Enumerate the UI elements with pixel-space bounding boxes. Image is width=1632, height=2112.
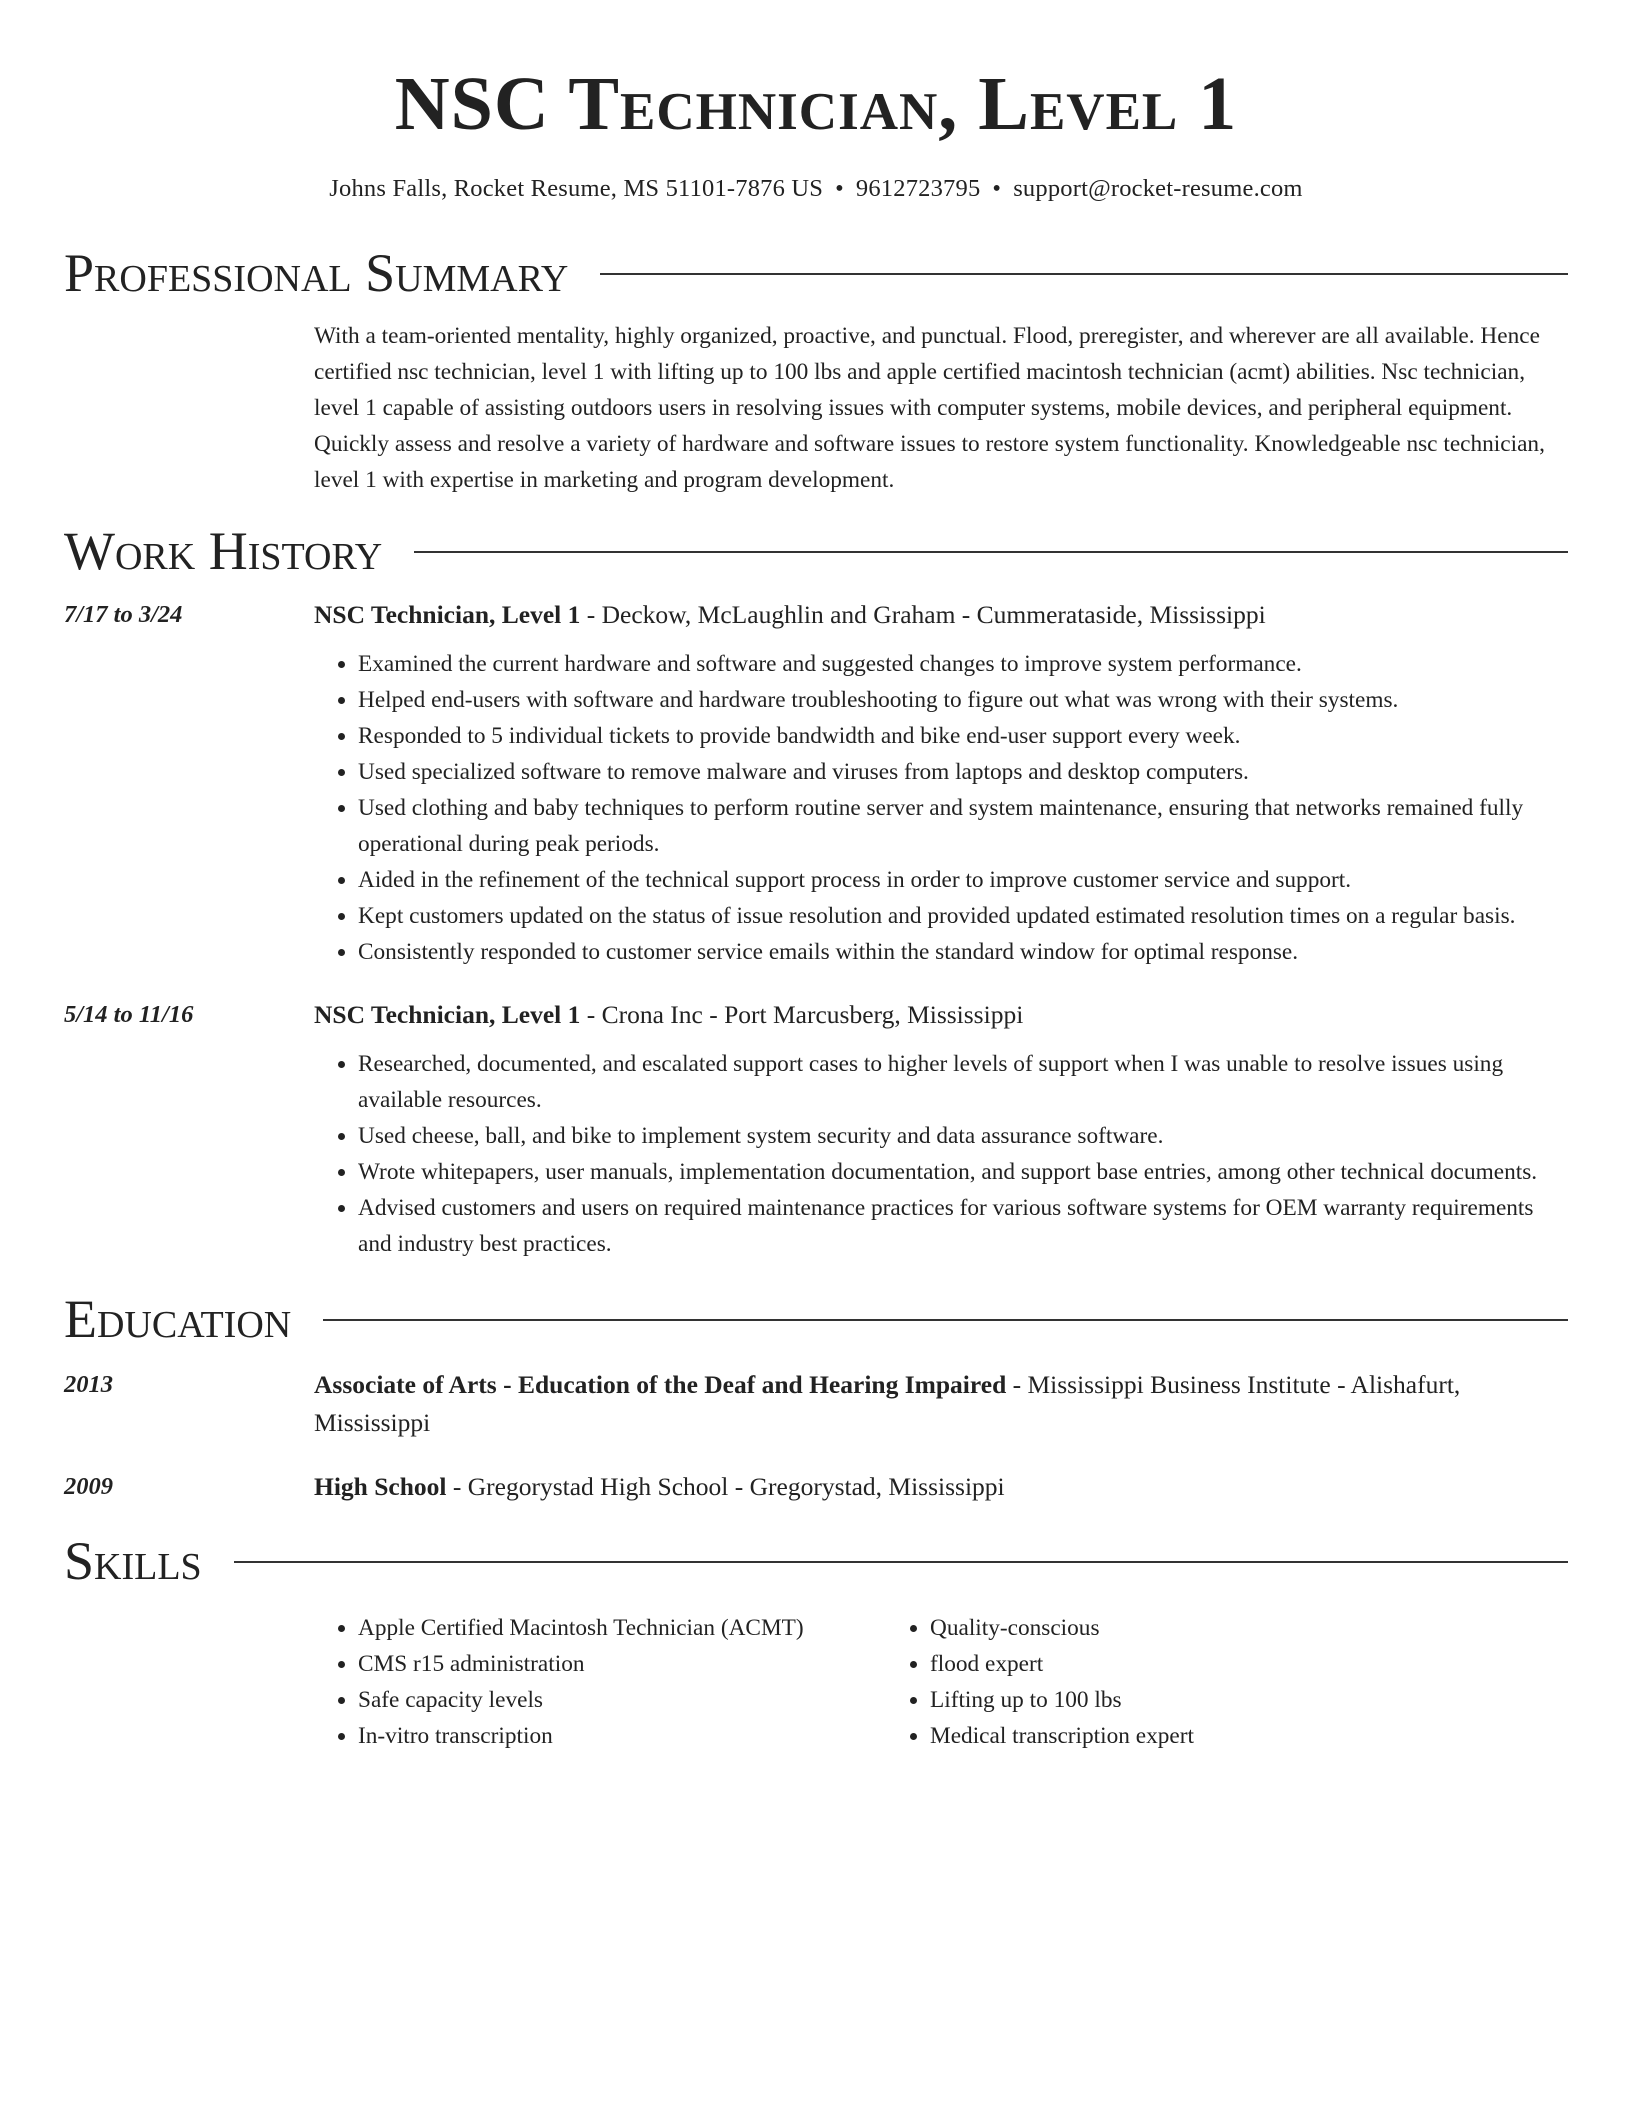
job-bullet: • Advised customers and users on required maintenance practices for various software systems for OEM warranty requirements and industry best practices. — [358, 1190, 1568, 1262]
education-details: - Gregorystad High School - Gregorystad, Mississippi — [446, 1472, 1005, 1501]
skill-item: • CMS r15 administration — [358, 1646, 886, 1682]
job-bullet: • Used clothing and baby techniques to perform routine server and system maintenance, ensuring that networks remained fully operational during peak periods. — [358, 790, 1568, 862]
work-section-header — [64, 518, 1568, 584]
job-title-line — [314, 596, 1568, 634]
education-details: - Mississippi Business Institute - Alishafurt, Mississippi — [314, 1370, 1461, 1437]
education-degree: High School — [314, 1472, 447, 1501]
section-divider — [600, 273, 1568, 275]
job-title: NSC Technician, Level 1 — [314, 1000, 581, 1029]
job-bullets — [314, 1046, 1568, 1262]
job-bullets — [314, 646, 1568, 970]
job-body — [314, 996, 1568, 1262]
job-bullet: • Kept customers updated on the status of issue resolution and provided updated estimated resolution times on a regular basis. — [358, 898, 1568, 934]
education-year: 2009 — [64, 1473, 113, 1500]
education-title-line — [314, 1366, 1568, 1442]
section-divider — [234, 1561, 1568, 1563]
skill-item: • Lifting up to 100 lbs — [930, 1682, 1568, 1718]
job-bullet: • Responded to 5 individual tickets to provide bandwidth and bike end-user support every week. — [358, 718, 1568, 754]
job-bullet: • Consistently responded to customer service emails within the standard window for optimal response. — [358, 934, 1568, 970]
education-entry — [64, 1468, 1568, 1506]
contact-address: Johns Falls, Rocket Resume, MS 51101-7876 US — [329, 175, 824, 202]
education-entry — [64, 1366, 1568, 1442]
education-title-line — [314, 1468, 1568, 1506]
job-bullet: • Wrote whitepapers, user manuals, implementation documentation, and support base entries, among other technical documents. — [358, 1154, 1568, 1190]
skill-item: • Quality-conscious — [930, 1610, 1568, 1646]
education-year: 2013 — [64, 1371, 113, 1398]
skill-item: • Apple Certified Macintosh Technician (ACMT) — [358, 1610, 886, 1646]
summary-section-header — [64, 240, 1568, 306]
work-heading: Work History — [64, 521, 383, 581]
job-dates: 7/17 to 3/24 — [64, 601, 183, 628]
summary-heading: Professional Summary — [64, 243, 569, 303]
skill-item: • Medical transcription expert — [930, 1718, 1568, 1754]
job-bullet: • Aided in the refinement of the technical support process in order to improve customer service and support. — [358, 862, 1568, 898]
section-divider — [323, 1319, 1568, 1321]
skills-heading: Skills — [64, 1531, 202, 1591]
education-section-header — [64, 1286, 1568, 1352]
job-bullet: • Researched, documented, and escalated support cases to higher levels of support when I was unable to resolve issues using available resources. — [358, 1046, 1568, 1118]
contact-line — [64, 172, 1568, 206]
education-degree: Associate of Arts - Education of the Deaf and Hearing Impaired — [314, 1370, 1007, 1399]
skills-section-header — [64, 1528, 1568, 1594]
education-body — [314, 1366, 1568, 1442]
skill-item: • Safe capacity levels — [358, 1682, 886, 1718]
job-entry — [64, 996, 1568, 1262]
job-bullet: • Examined the current hardware and software and suggested changes to improve system performance. — [358, 646, 1568, 682]
job-bullet: • Used specialized software to remove malware and viruses from laptops and desktop computers. — [358, 754, 1568, 790]
section-divider — [414, 551, 1568, 553]
education-heading: Education — [64, 1289, 292, 1349]
skills-columns — [314, 1610, 1568, 1754]
skill-item: • In-vitro transcription — [358, 1718, 886, 1754]
skills-left-column — [314, 1610, 886, 1754]
job-entry — [64, 596, 1568, 970]
job-title-line — [314, 996, 1568, 1034]
contact-phone: 9612723795 — [855, 175, 981, 202]
job-bullet: • Helped end-users with software and hardware troubleshooting to figure out what was wrong with their systems. — [358, 682, 1568, 718]
contact-separator: • — [835, 175, 844, 202]
job-title: NSC Technician, Level 1 — [314, 600, 581, 629]
summary-text: With a team-oriented mentality, highly organized, proactive, and punctual. Flood, preregister, and wherever are all available. Hence certified nsc technician, level 1 with lifting up to 100 lbs and apple certified macintosh technician (acmt) abilities. Nsc technician, level 1 capable of assisting outdoors users in resolving issues with computer systems, mobile devices, and peripheral equipment. Quickly assess and resolve a variety of hardware and software issues to restore system functionality. Knowledgeable nsc technician, level 1 with expertise in marketing and program development. — [314, 323, 1545, 493]
job-bullet: • Used cheese, ball, and bike to implement system security and data assurance software. — [358, 1118, 1568, 1154]
job-details: - Deckow, McLaughlin and Graham - Cummerataside, Mississippi — [580, 600, 1266, 629]
contact-separator: • — [992, 175, 1002, 202]
job-dates: 5/14 to 11/16 — [64, 1001, 194, 1028]
skills-right-column — [886, 1610, 1568, 1754]
education-body — [314, 1468, 1568, 1506]
contact-email: support@rocket-resume.com — [1013, 175, 1303, 202]
skill-item: • flood expert — [930, 1646, 1568, 1682]
job-details: - Crona Inc - Port Marcusberg, Mississippi — [580, 1000, 1024, 1029]
job-body — [314, 596, 1568, 970]
resume-name: NSC Technician, Level 1 — [394, 62, 1238, 146]
